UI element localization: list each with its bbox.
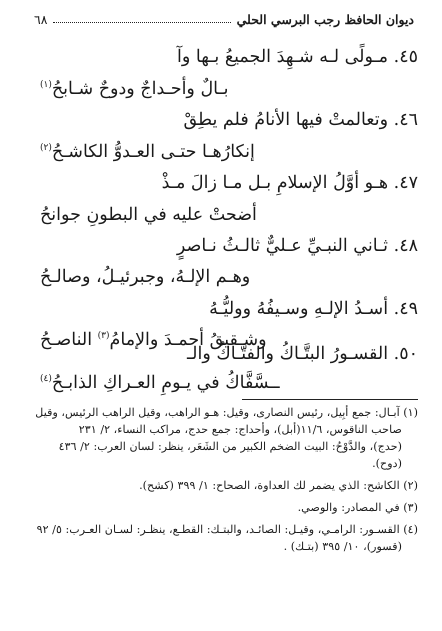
- footnote-4: (٤) القسـور: الرامـي، وقيـل: الصائـد، والبتـك: القطـع، ينظـر: لسـان العـرب: ٥/ ٩٢ (قسور)، ١٠/ ٣٩٥ (بتـك) .: [36, 523, 418, 553]
- verse-48-first-hemistich: ٤٨. ثـاني النبـيِّ عـليٌّ ثالـثُ نـاصرٍ: [176, 236, 418, 256]
- footnote-1: (١) آبـال: جمع أبِيل، رئيس النصارى، وقيل: هـو الراهب، وقيل الراهب الرئيس، وقيل صاحب الناقوس، ١١/٦(أبل)، وأحداج: جمع حدج، مراكب النساء، ٢/ ٢٣١ (حدج)، والدَّوْحُ: البيت الضخم الكبير من الشَعَر، ينظر: لسان العرب: ٢/ ٤٣٦ (دوح).: [35, 406, 418, 470]
- footnote-marker: (١): [40, 80, 52, 91]
- page-header: [34, 10, 414, 28]
- page-number: ٦٨: [34, 11, 48, 27]
- footnote-separator: [242, 399, 418, 400]
- verse-49-second-hemistich: وشـقيقُ أحمـدَ والإمامُ$^{(٣)}$ الناصـحُ: [40, 330, 267, 350]
- verse-46-first-hemistich: ٤٦. وتعالمتْ فيها الأنامُ فلم يطِقْ: [183, 110, 418, 130]
- verse-45-first-hemistich: ٤٥. مـولًى لـه شـهِدَ الجميعُ بـها وآ: [176, 47, 418, 67]
- footnote-2: (٢) الكاشح: الذي يضمر لك العداوة، الصحاح: ١/ ٣٩٩ (كشح).: [139, 479, 418, 492]
- footnote-marker: (٢): [40, 143, 52, 154]
- footnote-marker: (٣): [97, 331, 110, 342]
- footnote-3: (٣) في المصادر: والوصي.: [297, 501, 418, 514]
- verse-47-second-hemistich: أضحتْ عليه في البطونِ جوانحُ: [40, 205, 257, 225]
- verse-45-second-hemistich: بـالٌ وأحـداجٌ ودوحٌ شـابحُ$^{(١)}$: [40, 79, 229, 99]
- verse-50-first-hemistich: ٥٠. القسـورُ البتَّـاكُ والفتَّـاكُ والـ: [187, 344, 418, 364]
- running-title: ديوان الحافظ رجب البرسي الحلي: [236, 11, 414, 27]
- verse-48-second-hemistich: وهـم الإلـهُ، وجبرئيـلُ، وصالـحُ: [40, 267, 251, 287]
- verse-47-first-hemistich: ٤٧. هـو أوَّلُ الإسلامِ بـل مـا زالَ مـذْ: [161, 173, 418, 193]
- footnote-marker: (٤): [40, 374, 52, 385]
- header-dotted-leader: [53, 21, 230, 23]
- verse-46-second-hemistich: إنكارُهـا حتـى العـدوُّ الكاشـحُ$^{(٢)}$: [40, 142, 255, 162]
- footnotes: [28, 404, 418, 560]
- verse-50-second-hemistich: ــسَّفَّاكُ في يـومِ العـراكِ الذابـحُ$^{(٤)}$: [40, 373, 280, 393]
- verse-49-first-hemistich: ٤٩. أسـدُ الإلـهِ وسـيفُهُ ووليُّـهُ: [209, 299, 418, 319]
